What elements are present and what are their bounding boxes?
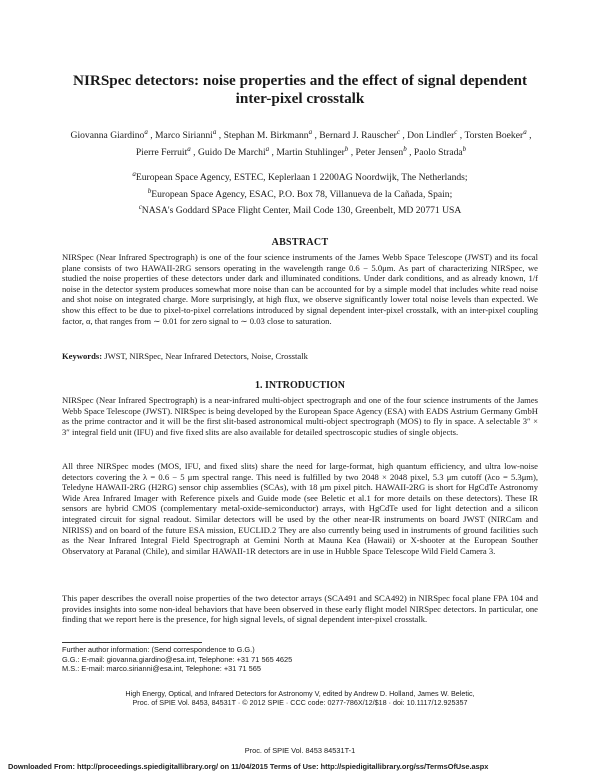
author [464,130,526,141]
author-name: Martin Stuhlinger [276,146,345,158]
author [276,144,349,158]
footnote-line: G.G.: E-mail: giovanna.giardino@esa.int, Telephone: +31 71 565 4625 [62,654,293,664]
affiliation [80,201,520,218]
intro-paragraph-3: This paper describes the overall noise properties of the two detector arrays (SCA491 and SCA492) in NIRSpec focal plane FPA 104 and provides insights into some non-ideal behaviors that have been observed in these early flight model NIRSpec detectors. In particular, one finding that we report here is the presence, for high signal levels, of signal dependent inter-pixel crosstalk. [62,593,538,625]
author-name: Giovanna Giardino [70,130,145,142]
affiliation-mark: c [138,203,142,212]
author [355,144,407,158]
keywords-list: JWST, NIRSpec, Near Infrared Detectors, Noise, Crosstalk [104,351,308,361]
author-name: Bernard J. Rauscher [319,130,397,142]
section-heading-introduction: 1. INTRODUCTION [254,380,345,391]
author-name: Marco Sirianni [155,130,213,142]
author-affiliation-mark: a [308,128,313,136]
affiliation-text: European Space Agency, ESTEC, Keplerlaan 1 2200AG Noordwijk, The Netherlands; [135,172,468,184]
author-affiliation-mark: a [144,128,148,136]
author-name: Don Lindler [407,130,455,142]
author [197,144,270,158]
author [155,130,216,141]
author [407,130,457,141]
author-affiliation-mark: c [454,128,458,136]
author-name: Paolo Strada [413,146,463,158]
author-list: Giovanna Giardino$^a$ , Marco Sirianni$^a$ , Stephan M. Birkmann$^a$ , Bernard J. Rauscher$^c$ , Don Lindler$^c$ , Torsten Boeker$^a$ , Pierre Ferruit$^a$ , Guido De Marchi$^a$ , Martin Stuhlinger$^b$ , Peter Jensen$^b$ , Paolo Strada$^b$ [70,128,532,158]
author-affiliation-mark: a [187,144,191,153]
abstract-heading: ABSTRACT [271,237,329,248]
affiliation-text: NASA's Goddard SPace Flight Center, Mail Code 130, Greenbelt, MD 20771 USA [141,205,462,217]
author [71,130,148,141]
affiliation-text: European Space Agency, ESAC, P.O. Box 78, Villanueva de la Cañada, Spain; [151,188,453,200]
affiliations [80,168,520,218]
author [413,144,467,158]
author [135,144,191,158]
author-affiliation-mark: a [212,128,217,136]
author-affiliation-mark: a [265,144,270,153]
author-name: Torsten Boeker [464,130,524,142]
abstract-text: NIRSpec (Near Infrared Spectrograph) is one of the four science instruments of the James Webb Space Telescope (JWST) and its focal plane consists of two HAWAII-2RG sensors operating in the wavelength range 0.6 − 5.0μm. As part of characterizing NIRSpec, we studied the noise properties of these detectors under dark and illuminated conditions. Under dark conditions, and as already known, 1/f noise in the detector system produces somewhat more noise than can be accounted for by a simple model that includes white read noise and shot noise on integrated charge. More surprisingly, at high flux, we observe significantly lower total noise levels than expected. We show this effect to be due to pixel-to-pixel correlations introduced by signal dependent inter-pixel crosstalk, with an inter-pixel coupling factor, α, that ranges from ∼ 0.01 for zero signal to ∼ 0.03 close to saturation. [62,252,538,326]
keywords [62,351,538,362]
keywords-label: Keywords: [62,351,103,361]
author-name: Peter Jensen [355,146,404,158]
author [224,130,313,141]
footnote-line: M.S.: E-mail: marco.sirianni@esa.int, Telephone: +31 71 565 [62,664,262,674]
intro-paragraph-1: NIRSpec (Near Infrared Spectrograph) is a near-infrared multi-object spectrograph and one of the four science instruments of the James Webb Space Telescope (JWST). NIRSpec is being developed by the European Space Agency (ESA) with EADS Astrium Germany GmbH as the prime contractor and it will be the first slit-based astronomical multi-object spectrograph (MOS) to fly in space. A selectable 3″ × 3″ integral field unit (IFU) and five fixed slits are also available for detailed spectroscopic studies of single objects. [62,395,538,437]
author-name: Guido De Marchi [197,146,266,158]
affiliation [80,185,520,202]
page-label: Proc. of SPIE Vol. 8453 84531T-1 [244,746,356,755]
proceedings-line: High Energy, Optical, and Infrared Detectors for Astronomy V, edited by Andrew D. Holland, James W. Beletic, [125,689,475,698]
footnotes [62,645,538,674]
author-affiliation-mark: b [462,144,467,153]
author-affiliation-mark: b [344,144,349,153]
author-affiliation-mark: b [403,144,407,153]
affiliation-mark: b [147,186,152,195]
author-name: Pierre Ferruit [135,146,188,158]
footnote-line: Further author information: (Send correspondence to G.G.) [62,645,255,654]
affiliation [80,168,520,185]
footnote-rule [62,642,202,643]
affiliation-mark: a [132,170,136,178]
author-affiliation-mark: a [523,128,527,136]
author [319,130,400,141]
paper-title: NIRSpec detectors: noise properties and the effect of signal dependent inter-pixel crosstalk [72,72,528,107]
proceedings-info [0,689,600,708]
intro-paragraph-2: All three NIRSpec modes (MOS, IFU, and fixed slits) share the need for large-format, high quantum efficiency, and ultra low-noise detectors covering the λ = 0.6 − 5 μm spectral range. This need is fulfilled by two 2048 × 2048 pixel, 5.3 μm cutoff (λco = 5.3μm), Teledyne HAWAII-2RG (H2RG) sensor chip assemblies (SCAs), with 18 μm pixel pitch. HAWAII-2RG is short for HgCdTe Astronomy Wide Area Infrared Imager with Reference pixels and Guide mode (see Beletic et al.1 for more details on these detectors). These IR sensors are hybrid CMOS (complementary metal-oxide-semiconductor) arrays, with HgCdTe used for light detection and a silicon integrated circuit for signal readout. Similar detectors will be used by the other near-IR instruments on board JWST (NIRCam and NIRISS) and on board of the future ESA mission, EUCLID.2 They are also currently being used in instruments of ground facilities such as the Near Infrared Integral Field Spectrograph at Gemini North at Mauna Kea (Hawaii) or X-shooter at the European Souther Observatory at Paranal (Chile), and similar HAWAII-1R detectors are in use in Hubble Space Telescope Wild Field Camera 3. [62,461,538,556]
proceedings-line: Proc. of SPIE Vol. 8453, 84531T · © 2012 SPIE · CCC code: 0277-786X/12/$18 · doi: 10.1117/12.925357 [132,698,468,708]
author-affiliation-mark: c [396,128,400,136]
author-name: Stephan M. Birkmann [223,130,309,142]
download-notice: Downloaded From: http://proceedings.spiedigitallibrary.org/ on 11/04/2015 Terms of Use: http://spiedigitallibrary.org/ss/TermsOfUse.aspx [8,762,489,771]
